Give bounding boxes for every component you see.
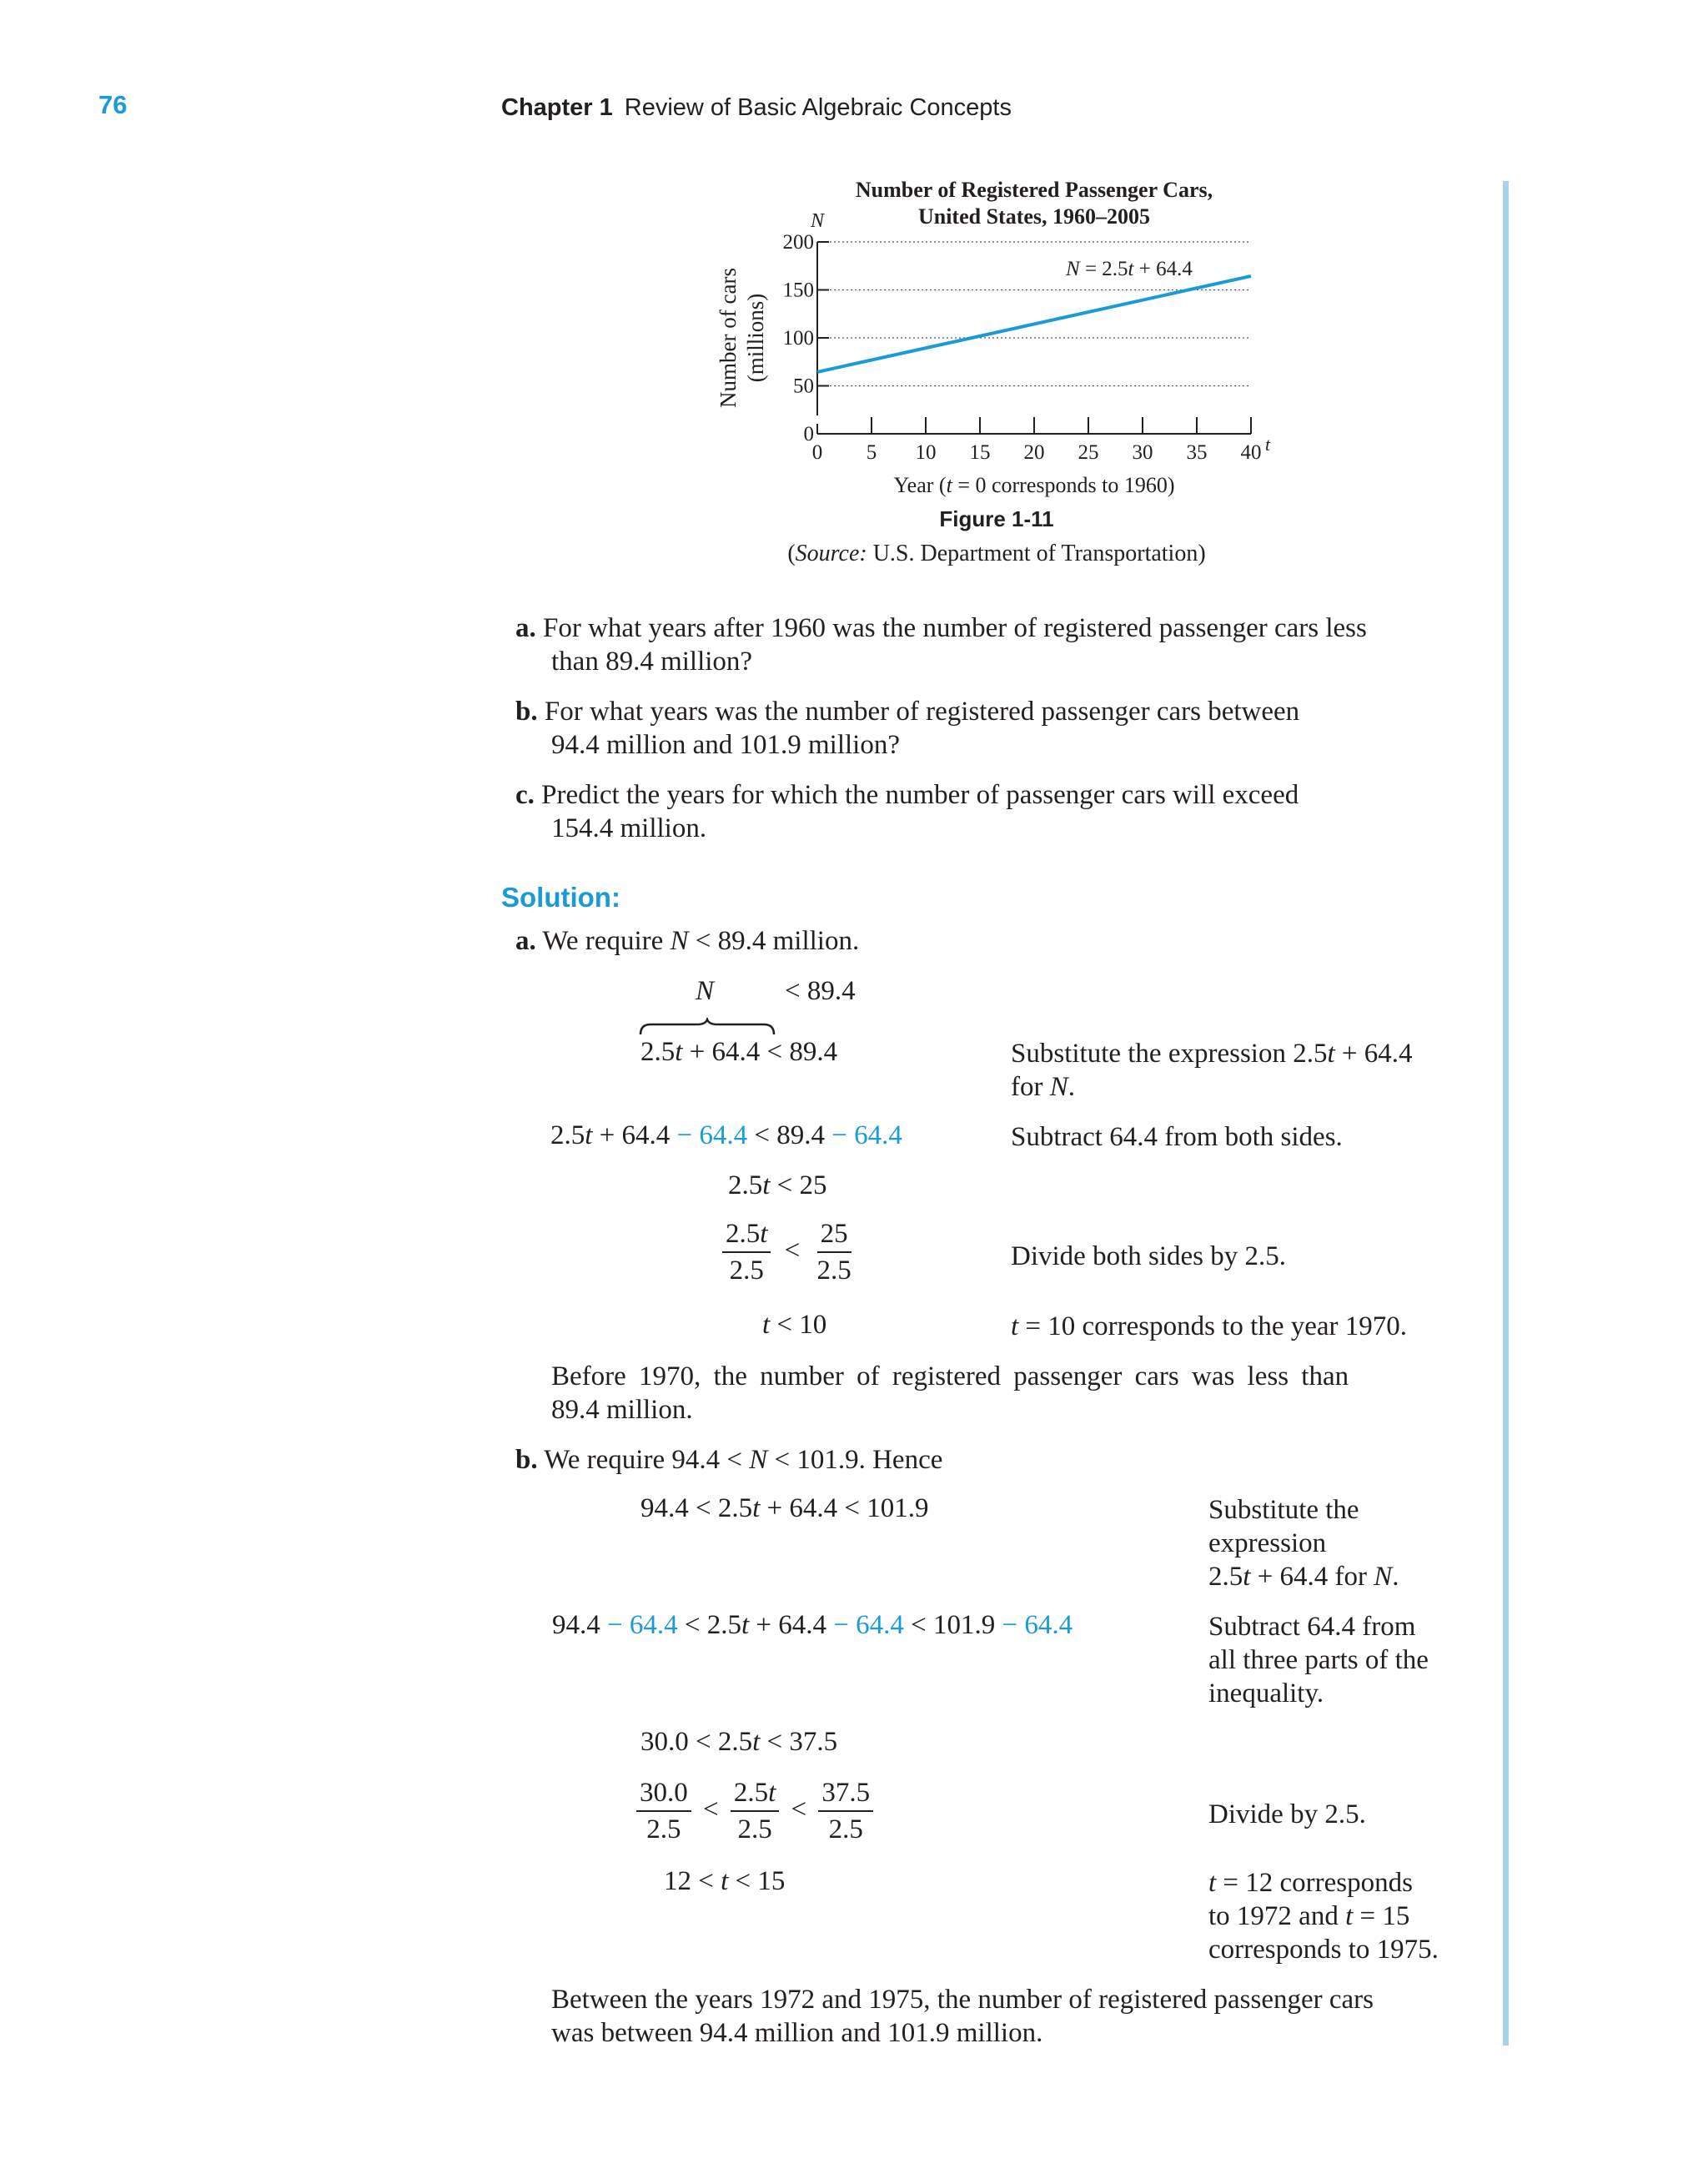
substitution-brace	[639, 1018, 776, 1036]
x-tick-label: 25	[1078, 441, 1099, 464]
source-prefix: Source:	[795, 541, 867, 566]
fraction	[818, 1777, 873, 1845]
step-simplified-b: 30.0 < 2.5t < 37.5	[640, 1727, 838, 1757]
x-tick-label: 20	[1023, 441, 1045, 464]
step-result-note: t = 10 corresponds to the year 1970.	[1011, 1311, 1408, 1341]
conclusion-line: 89.4 million.	[551, 1395, 693, 1425]
question-letter: a.	[515, 613, 536, 643]
note-line: all three parts of the	[1208, 1645, 1429, 1675]
conclusion-line: was between 94.4 million and 101.9 million.	[551, 2018, 1043, 2048]
expr-highlight: − 64.4	[1002, 1610, 1073, 1640]
operator: <	[703, 1794, 719, 1824]
y-tick-label: 100	[782, 327, 814, 350]
expr-highlight: − 64.4	[676, 1120, 748, 1150]
question-letter: b.	[515, 697, 538, 727]
numerator: 2.5t	[722, 1218, 771, 1253]
chart-series	[817, 276, 1251, 372]
fraction	[722, 1218, 771, 1286]
y-tick-label: 50	[793, 375, 814, 398]
step-divide-b-note: Divide by 2.5.	[1208, 1799, 1366, 1829]
question-letter: c.	[515, 780, 535, 810]
question-b	[515, 695, 1474, 762]
page-number: 76	[98, 90, 128, 119]
y-axis-label-line1: Number of cars	[716, 268, 741, 408]
y-tick-label: 200	[782, 231, 814, 254]
denominator: 2.5	[737, 1814, 772, 1844]
part-b-conclusion	[551, 1983, 1374, 2050]
numerator: 25	[817, 1218, 851, 1253]
fraction	[731, 1777, 779, 1845]
x-tick-label: 15	[969, 441, 991, 464]
part-letter: b.	[515, 1445, 538, 1475]
numerator: 37.5	[818, 1777, 873, 1812]
y-axis-label-line2: (millions)	[743, 293, 768, 383]
step-simplified: 2.5t < 25	[728, 1170, 827, 1200]
x-tick-label: 5	[866, 441, 877, 464]
step-substitute-b-note	[1208, 1493, 1399, 1593]
part-letter: a.	[515, 926, 536, 956]
note-line: Subtract 64.4 from	[1208, 1612, 1416, 1642]
chapter-label: Chapter 1	[501, 94, 613, 121]
expr-highlight: − 64.4	[833, 1610, 904, 1640]
question-line: Predict the years for which the number of passenger cars will exceed	[541, 780, 1299, 810]
note-line: corresponds to 1975.	[1208, 1935, 1439, 1965]
expr-part: < 2.5t + 64.4	[677, 1610, 834, 1640]
x-axis-label: Year (t = 0 corresponds to 1960)	[893, 473, 1175, 497]
step-substitute: 2.5t + 64.4 < 89.4	[640, 1037, 838, 1067]
part-b-requirement: We require 94.4 < N < 101.9. Hence	[544, 1445, 943, 1475]
conclusion-line: Before 1970, the number of registered passenger cars was less than	[551, 1361, 1349, 1391]
step-divide	[722, 1218, 855, 1286]
y-axis-symbol: N	[810, 210, 825, 232]
question-a	[515, 611, 1474, 678]
denominator: 2.5	[828, 1814, 863, 1844]
step-subtract	[550, 1120, 902, 1151]
step-substitute-note	[1011, 1037, 1413, 1104]
chart-title-line1: Number of Registered Passenger Cars,	[855, 178, 1213, 202]
expr-highlight: − 64.4	[831, 1120, 902, 1150]
y-tick-label: 0	[803, 423, 814, 445]
chapter-title: Review of Basic Algebraic Concepts	[624, 94, 1012, 121]
series-line	[817, 276, 1251, 372]
part-a-requirement: We require N < 89.4 million.	[542, 926, 860, 956]
step-subtract-b	[552, 1610, 1073, 1641]
running-head	[501, 94, 1012, 122]
numerator: 2.5t	[731, 1777, 779, 1812]
expr-highlight: − 64.4	[607, 1610, 678, 1640]
note-line: Substitute the expression 2.5t + 64.4	[1011, 1039, 1413, 1069]
question-line: For what years was the number of registered passenger cars between	[544, 697, 1300, 727]
step-substitute-b: 94.4 < 2.5t + 64.4 < 101.9	[640, 1493, 929, 1523]
source-text: U.S. Department of Transportation	[872, 541, 1198, 566]
note-line: Substitute the	[1208, 1495, 1359, 1525]
question-c	[515, 778, 1474, 845]
question-line: than 89.4 million?	[551, 647, 753, 677]
line-chart	[692, 167, 1293, 559]
x-tick-label: 40	[1240, 441, 1262, 464]
step-subtract-b-note	[1208, 1610, 1429, 1710]
part-a-intro	[515, 924, 859, 958]
note-line: to 1972 and t = 15	[1208, 1901, 1410, 1931]
x-tick-label: 0	[811, 441, 823, 464]
figure-source: (Source: U.S. Department of Transportation)	[787, 541, 1206, 566]
x-tick-label: 35	[1186, 441, 1208, 464]
series-label: N = 2.5t + 64.4	[1066, 258, 1193, 280]
part-a-conclusion	[551, 1360, 1349, 1427]
expr-part: < 101.9	[903, 1610, 1002, 1640]
step-divide-note: Divide both sides by 2.5.	[1011, 1241, 1286, 1271]
question-line: 154.4 million.	[551, 813, 707, 843]
solution-heading: Solution:	[501, 882, 620, 913]
note-line: expression	[1208, 1528, 1327, 1558]
x-axis-symbol: t	[1264, 434, 1271, 455]
x-tick-label: 10	[915, 441, 937, 464]
note-line: t = 12 corresponds	[1208, 1868, 1413, 1898]
denominator: 2.5	[729, 1256, 764, 1286]
note-line: 2.5t + 64.4 for N.	[1208, 1562, 1399, 1592]
expr-part: 2.5t + 64.4	[550, 1120, 677, 1150]
margin-rule	[1503, 181, 1509, 2046]
note-line: inequality.	[1208, 1678, 1324, 1708]
note-line: for N.	[1011, 1072, 1075, 1102]
fraction	[814, 1218, 855, 1286]
step-n-bound: < 89.4	[785, 976, 856, 1006]
y-tick-label: 150	[782, 279, 814, 302]
operator: <	[784, 1235, 801, 1266]
denominator: 2.5	[816, 1256, 851, 1286]
chart-title-line2: United States, 1960–2005	[917, 204, 1151, 229]
operator: <	[791, 1794, 807, 1824]
step-result: t < 10	[762, 1310, 827, 1340]
fraction	[636, 1777, 691, 1845]
denominator: 2.5	[646, 1814, 681, 1844]
question-line: 94.4 million and 101.9 million?	[551, 730, 900, 760]
step-result-b: 12 < t < 15	[664, 1866, 786, 1896]
part-b-intro	[515, 1443, 942, 1477]
step-divide-b	[636, 1777, 873, 1845]
step-result-b-note	[1208, 1866, 1439, 1966]
conclusion-line: Between the years 1972 and 1975, the number of registered passenger cars	[551, 1985, 1374, 2015]
figure-label: Figure 1-11	[939, 506, 1054, 531]
step-n-symbol: N	[696, 976, 715, 1006]
expr-part: < 89.4	[747, 1120, 832, 1150]
expr-part: 94.4	[552, 1610, 607, 1640]
x-tick-label: 30	[1132, 441, 1153, 464]
question-line: For what years after 1960 was the number of registered passenger cars less	[543, 613, 1367, 643]
numerator: 30.0	[636, 1777, 691, 1812]
step-subtract-note: Subtract 64.4 from both sides.	[1011, 1122, 1343, 1152]
